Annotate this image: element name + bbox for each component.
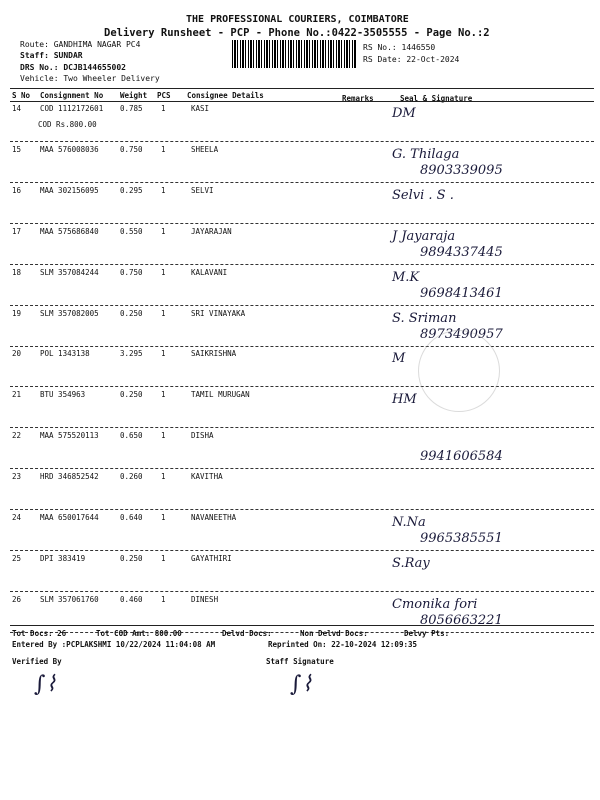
table-row xyxy=(0,266,600,308)
row-weight: 3.295 xyxy=(120,349,143,358)
row-consignment: BTU 354963 xyxy=(40,390,86,399)
row-sno: 23 xyxy=(12,472,22,481)
table-row xyxy=(0,470,600,512)
col-pcs: PCS xyxy=(157,91,171,100)
row-signature: S. Sriman xyxy=(392,311,457,326)
row-consignee: DINESH xyxy=(191,595,219,604)
row-signature: G. Thilaga xyxy=(392,147,460,162)
row-signature: HM xyxy=(392,392,417,407)
row-consignment: SLM 357082005 xyxy=(40,309,99,318)
row-divider xyxy=(10,591,594,592)
total-docs: Tot Docs: 26 xyxy=(12,629,67,638)
col-consignee: Consignee Details xyxy=(187,91,264,100)
staff-label: Staff: SUNDAR xyxy=(20,51,83,60)
row-consignment: POL 1343138 xyxy=(40,349,90,358)
row-sno: 25 xyxy=(12,554,22,563)
divider xyxy=(10,88,594,89)
row-weight: 0.650 xyxy=(120,431,143,440)
row-consignee: SHEELA xyxy=(191,145,219,154)
table-row xyxy=(0,225,600,267)
row-consignee: GAYATHIRI xyxy=(191,554,232,563)
row-divider xyxy=(10,223,594,224)
row-consignee: SRI VINAYAKA xyxy=(191,309,246,318)
table-row xyxy=(0,347,600,389)
row-consignee: JAYARAJAN xyxy=(191,227,232,236)
row-pcs: 1 xyxy=(161,309,166,318)
row-cod-note: COD Rs.800.00 xyxy=(38,120,97,129)
staff-signature-label: Staff Signature xyxy=(266,657,334,666)
row-divider xyxy=(10,182,594,183)
col-consignment: Consignment No xyxy=(40,91,104,100)
row-pcs: 1 xyxy=(161,595,166,604)
row-weight: 0.295 xyxy=(120,186,143,195)
reprinted-on: Reprinted On: 22-10-2024 12:09:35 xyxy=(268,640,418,649)
row-consignment: SLM 357084244 xyxy=(40,268,99,277)
row-pcs: 1 xyxy=(161,268,166,277)
row-phone-handwritten: 9965385551 xyxy=(420,531,503,546)
verified-signature: ∫⌇ xyxy=(34,672,57,697)
delivery-points: Delvy Pts: xyxy=(404,629,450,638)
divider xyxy=(10,625,594,626)
verified-by-label: Verified By xyxy=(12,657,62,666)
company-name: THE PROFESSIONAL COURIERS, COIMBATORE xyxy=(186,14,409,25)
drs-label: DRS No.: DCJB144655002 xyxy=(20,63,126,72)
row-phone-handwritten: 8973490957 xyxy=(420,327,503,342)
row-weight: 0.550 xyxy=(120,227,143,236)
row-consignee: KALAVANI xyxy=(191,268,228,277)
col-seal: Seal & Signature xyxy=(400,94,473,103)
rs-date: RS Date: 22-Oct-2024 xyxy=(363,55,460,64)
row-pcs: 1 xyxy=(161,431,166,440)
row-consignment: MAA 575686840 xyxy=(40,227,99,236)
table-row xyxy=(0,511,600,553)
row-consignment: MAA 302156095 xyxy=(40,186,99,195)
row-consignee: KAVITHA xyxy=(191,472,223,481)
non-delivered-docs: Non Delvd Docs: xyxy=(300,629,368,638)
entered-by: Entered By :PCPLAKSHMI 10/22/2024 11:04:08 AM xyxy=(12,640,216,649)
row-signature: J Jayaraja xyxy=(392,229,456,244)
col-weight: Weight xyxy=(120,91,148,100)
row-sno: 24 xyxy=(12,513,22,522)
table-row xyxy=(0,102,600,144)
row-phone-handwritten: 8056663221 xyxy=(420,613,503,628)
barcode xyxy=(232,40,357,68)
row-weight: 0.250 xyxy=(120,309,143,318)
staff-signature: ∫⌇ xyxy=(290,672,313,697)
row-divider xyxy=(10,264,594,265)
row-sno: 14 xyxy=(12,104,22,113)
row-divider xyxy=(10,468,594,469)
row-pcs: 1 xyxy=(161,104,166,113)
row-phone-handwritten: 8903339095 xyxy=(420,163,503,178)
seal-stamp xyxy=(418,330,500,412)
row-sno: 20 xyxy=(12,349,22,358)
row-pcs: 1 xyxy=(161,390,166,399)
row-consignment: DPI 383419 xyxy=(40,554,86,563)
row-divider xyxy=(10,427,594,428)
rs-number: RS No.: 1446550 xyxy=(363,43,436,52)
row-consignment: MAA 650017644 xyxy=(40,513,99,522)
row-pcs: 1 xyxy=(161,145,166,154)
row-weight: 0.640 xyxy=(120,513,143,522)
row-consignee: KASI xyxy=(191,104,210,113)
row-signature: S.Ray xyxy=(392,556,430,571)
row-sno: 22 xyxy=(12,431,22,440)
row-consignment: SLM 357061760 xyxy=(40,595,99,604)
table-row xyxy=(0,143,600,185)
row-phone-handwritten: 9698413461 xyxy=(420,286,503,301)
row-consignee: SELVI xyxy=(191,186,214,195)
vehicle-label: Vehicle: Two Wheeler Delivery xyxy=(20,74,160,83)
total-cod: Tot COD Amt: 800.00 xyxy=(96,629,182,638)
row-phone-handwritten: 9941606584 xyxy=(420,449,503,464)
row-consignment: COD 1112172601 xyxy=(40,104,104,113)
route-label: Route: GANDHIMA NAGAR PC4 xyxy=(20,40,141,49)
row-divider xyxy=(10,386,594,387)
row-weight: 0.750 xyxy=(120,268,143,277)
row-weight: 0.750 xyxy=(120,145,143,154)
row-consignment: MAA 575520113 xyxy=(40,431,99,440)
row-divider xyxy=(10,550,594,551)
row-signature: DM xyxy=(392,106,416,121)
table-row xyxy=(0,388,600,430)
col-sno: S No xyxy=(12,91,31,100)
row-sno: 15 xyxy=(12,145,22,154)
row-consignee: SAIKRISHNA xyxy=(191,349,237,358)
table-row xyxy=(0,184,600,226)
row-pcs: 1 xyxy=(161,186,166,195)
runsheet-title: Delivery Runsheet - PCP - Phone No.:0422-3505555 - Page No.:2 xyxy=(104,27,490,39)
table-row xyxy=(0,429,600,471)
row-signature: Cmonika fori xyxy=(392,597,478,612)
table-row xyxy=(0,307,600,349)
row-divider xyxy=(10,305,594,306)
row-consignee: NAVANEETHA xyxy=(191,513,237,522)
row-consignment: HRD 346852542 xyxy=(40,472,99,481)
row-pcs: 1 xyxy=(161,513,166,522)
row-weight: 0.460 xyxy=(120,595,143,604)
row-signature: N.Na xyxy=(392,515,426,530)
row-weight: 0.260 xyxy=(120,472,143,481)
row-signature: M.K xyxy=(392,270,420,285)
row-pcs: 1 xyxy=(161,349,166,358)
row-weight: 0.785 xyxy=(120,104,143,113)
delivered-docs: Delvd Docs: xyxy=(222,629,272,638)
row-pcs: 1 xyxy=(161,554,166,563)
row-phone-handwritten: 9894337445 xyxy=(420,245,503,260)
row-signature: M xyxy=(392,351,406,366)
row-pcs: 1 xyxy=(161,472,166,481)
row-sno: 26 xyxy=(12,595,22,604)
row-divider xyxy=(10,509,594,510)
row-consignee: TAMIL MURUGAN xyxy=(191,390,250,399)
row-pcs: 1 xyxy=(161,227,166,236)
row-weight: 0.250 xyxy=(120,554,143,563)
row-consignment: MAA 576008036 xyxy=(40,145,99,154)
row-sno: 21 xyxy=(12,390,22,399)
row-weight: 0.250 xyxy=(120,390,143,399)
row-divider xyxy=(10,141,594,142)
row-sno: 17 xyxy=(12,227,22,236)
row-signature: Selvi . S . xyxy=(392,188,454,203)
row-sno: 19 xyxy=(12,309,22,318)
row-consignee: DISHA xyxy=(191,431,214,440)
col-remarks: Remarks xyxy=(342,94,374,103)
row-sno: 16 xyxy=(12,186,22,195)
row-sno: 18 xyxy=(12,268,22,277)
table-row xyxy=(0,552,600,594)
